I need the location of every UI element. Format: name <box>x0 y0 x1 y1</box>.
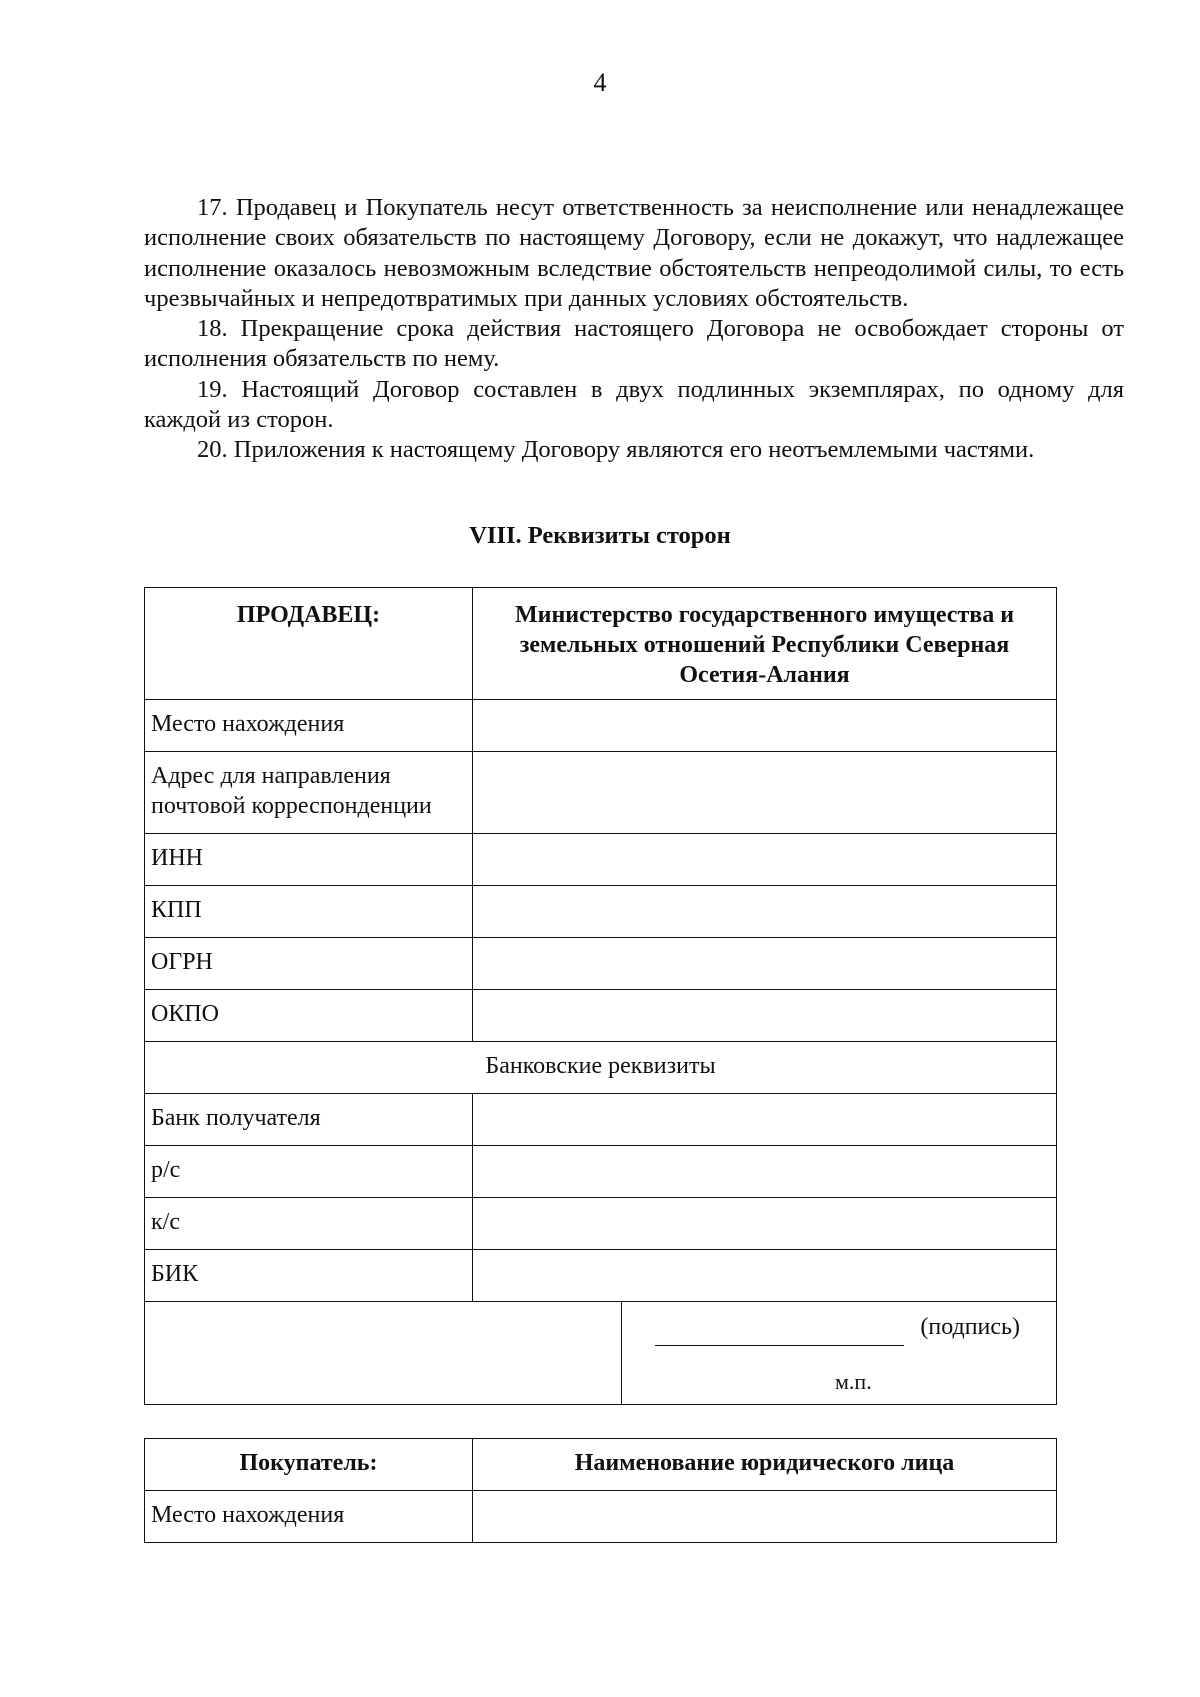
seller-row-label: Место нахождения <box>145 700 473 752</box>
seller-row-value <box>473 834 1057 886</box>
seller-row-value <box>473 938 1057 990</box>
buyer-header-name: Наименование юридического лица <box>473 1439 1057 1491</box>
seller-row-label: КПП <box>145 886 473 938</box>
buyer-header-label: Покупатель: <box>145 1439 473 1491</box>
contract-clauses <box>144 193 1124 466</box>
clause-20: 20. Приложения к настоящему Договору являются его неотъемлемыми частями. <box>197 436 1035 464</box>
section-title: VIII. Реквизиты сторон <box>469 522 731 549</box>
page-number: 4 <box>593 68 607 97</box>
bank-row-value <box>473 1146 1057 1198</box>
bank-requisites-heading: Банковские реквизиты <box>145 1042 1057 1094</box>
signature-cell <box>622 1302 1057 1405</box>
signature-label: (подпись) <box>920 1314 1020 1340</box>
seller-row-label: Адрес для направления почтовой корреспонденции <box>145 752 473 834</box>
bank-row-label: БИК <box>145 1250 473 1302</box>
signature-blank-cell <box>145 1302 622 1405</box>
seller-row-value <box>473 886 1057 938</box>
buyer-requisites-table <box>144 1438 1057 1543</box>
seller-row-value <box>473 990 1057 1042</box>
seller-row-value <box>473 752 1057 834</box>
signature-line <box>655 1345 904 1346</box>
seller-header-label: ПРОДАВЕЦ: <box>145 588 473 700</box>
buyer-row-value <box>473 1491 1057 1543</box>
seller-row-label: ОКПО <box>145 990 473 1042</box>
seller-requisites-table <box>144 587 1057 1405</box>
bank-row-value <box>473 1198 1057 1250</box>
bank-row-value <box>473 1094 1057 1146</box>
clause-18: 18. Прекращение срока действия настоящего Договора не освобождает стороны от исполнения обязательств по нему. <box>144 315 1124 373</box>
clause-19: 19. Настоящий Договор составлен в двух подлинных экземплярах, по одному для каждой из сторон. <box>144 375 1124 434</box>
clause-17: 17. Продавец и Покупатель несут ответственность за неисполнение или ненадлежащее исполнение своих обязательств по настоящему Договору, если не докажут, что надлежащее исполнение оказалось невозможным вследствие обстоятельств непреодолимой силы, то есть чрезвычайных и непредотвратимых при данных условиях обстоятельств. <box>144 194 1124 312</box>
seller-header-name: Министерство государственного имущества и земельных отношений Республики Северная Осетия-Алания <box>473 588 1057 700</box>
bank-row-label: Банк получателя <box>145 1094 473 1146</box>
seller-row-label: ИНН <box>145 834 473 886</box>
bank-row-value <box>473 1250 1057 1302</box>
bank-row-label: к/с <box>145 1198 473 1250</box>
buyer-row-label: Место нахождения <box>145 1491 473 1543</box>
seller-row-label: ОГРН <box>145 938 473 990</box>
bank-row-label: р/с <box>145 1146 473 1198</box>
stamp-label: м.п. <box>835 1369 872 1394</box>
seller-row-value <box>473 700 1057 752</box>
